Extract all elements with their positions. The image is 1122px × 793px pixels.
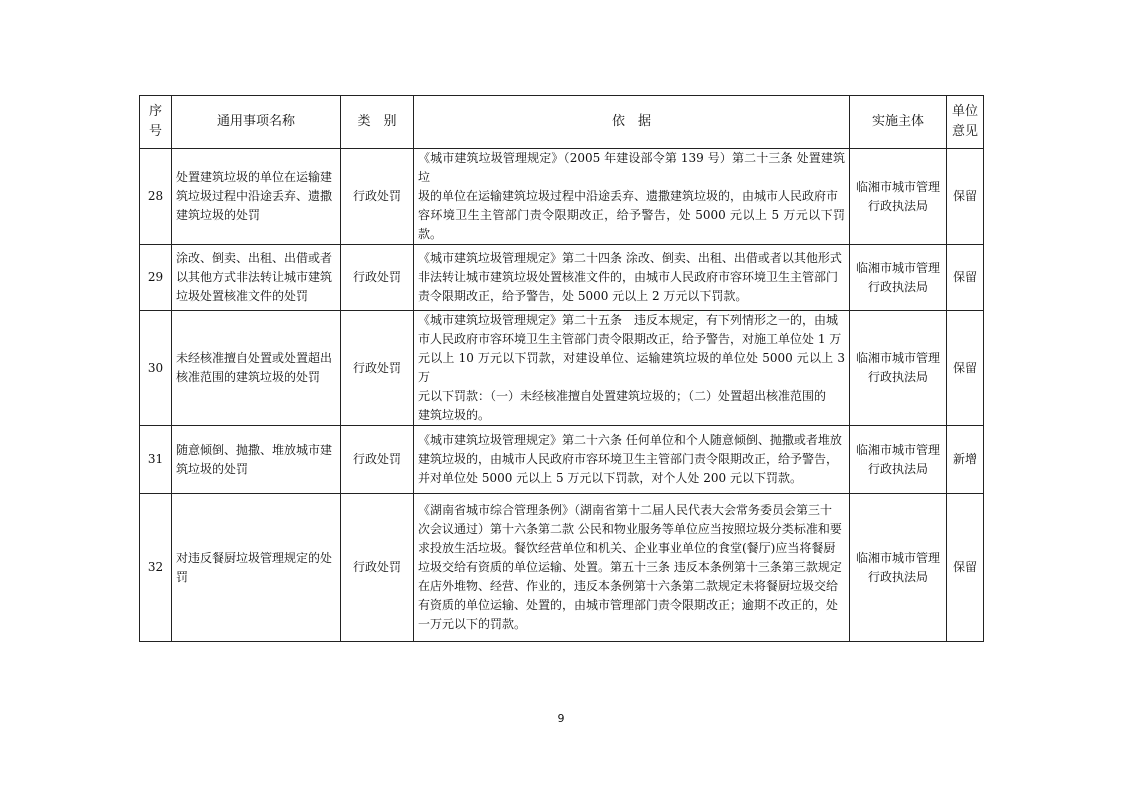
- row-basis: 《城市建筑垃圾管理规定》（2005 年建设部令第 139 号）第二十三条 处置建筑垃 圾的单位在运输建筑垃圾过程中沿途丢弃、遗撒建筑垃圾的，由城市人民政府市 容环境卫生主管部门责令限期改正，给予警告，处 5000 元以上 5 万元以下罚款。: [414, 149, 850, 245]
- row-basis: 《城市建筑垃圾管理规定》第二十五条 违反本规定，有下列情形之一的，由城 市人民政府市容环境卫生主管部门责令限期改正，给予警告，对施工单位处 1 万 元以上 10 万元以下罚款，对建设单位、运输建筑垃圾的单位处 5000 元以上 3 万 元以下罚款：（一）未经核准擅自处置建筑垃圾的；（二）处置超出核准范围的 建筑垃圾的。: [414, 311, 850, 426]
- row-item-name: 处置建筑垃圾的单位在运输建 筑垃圾过程中沿途丢弃、遗撒 建筑垃圾的处罚: [172, 149, 341, 245]
- header-item-name: 通用事项名称: [172, 96, 341, 149]
- row-item-name: 随意倾倒、抛撒、堆放城市建 筑垃圾的处罚: [172, 426, 341, 494]
- row-unit-opinion: 保留: [947, 311, 984, 426]
- table-row: [140, 426, 984, 494]
- row-number: 32: [140, 494, 172, 642]
- row-implementing-entity: 临湘市城市管理 行政执法局: [850, 149, 947, 245]
- table-row: [140, 311, 984, 426]
- row-category: 行政处罚: [341, 311, 414, 426]
- row-unit-opinion: 保留: [947, 494, 984, 642]
- table-row: [140, 149, 984, 245]
- row-category: 行政处罚: [341, 494, 414, 642]
- row-basis: 《湖南省城市综合管理条例》（湖南省第十二届人民代表大会常务委员会第三十 次会议通过）第十六条第二款 公民和物业服务等单位应当按照垃圾分类标准和要 求投放生活垃圾。餐饮经营单位和机关、企业事业单位的食堂(餐厅)应当将餐厨 垃圾交给有资质的单位运输、处置。第五十三条 违反本条例第十三条第三款规定 在店外堆物、经营、作业的，违反本条例第十六条第二款规定未将餐厨垃圾交给 有资质的单位运输、处置的，由城市管理部门责令限期改正；逾期不改正的，处 一万元以下的罚款。: [414, 494, 850, 642]
- row-implementing-entity: 临湘市城市管理 行政执法局: [850, 494, 947, 642]
- row-implementing-entity: 临湘市城市管理 行政执法局: [850, 245, 947, 311]
- row-basis: 《城市建筑垃圾管理规定》第二十四条 涂改、倒卖、出租、出借或者以其他形式 非法转让城市建筑垃圾处置核准文件的，由城市人民政府市容环境卫生主管部门 责令限期改正，给予警告，处 5000 元以上 2 万元以下罚款。: [414, 245, 850, 311]
- page-number: 9: [557, 712, 565, 725]
- row-number: 30: [140, 311, 172, 426]
- table-header-row: [140, 96, 984, 149]
- header-basis: 依 据: [414, 96, 850, 149]
- enforcement-items-table: [139, 95, 984, 642]
- row-implementing-entity: 临湘市城市管理 行政执法局: [850, 426, 947, 494]
- row-category: 行政处罚: [341, 426, 414, 494]
- row-item-name: 涂改、倒卖、出租、出借或者 以其他方式非法转让城市建筑 垃圾处置核准文件的处罚: [172, 245, 341, 311]
- row-item-name: 未经核准擅自处置或处置超出 核准范围的建筑垃圾的处罚: [172, 311, 341, 426]
- row-category: 行政处罚: [341, 245, 414, 311]
- row-basis: 《城市建筑垃圾管理规定》第二十六条 任何单位和个人随意倾倒、抛撒或者堆放 建筑垃圾的，由城市人民政府市容环境卫生主管部门责令限期改正，给予警告， 并对单位处 5000 元以上 5 万元以下罚款，对个人处 200 元以下罚款。: [414, 426, 850, 494]
- row-number: 31: [140, 426, 172, 494]
- row-number: 28: [140, 149, 172, 245]
- row-number: 29: [140, 245, 172, 311]
- row-unit-opinion: 保留: [947, 245, 984, 311]
- table-row: [140, 494, 984, 642]
- header-unit-opinion: 单位 意见: [947, 96, 984, 149]
- row-category: 行政处罚: [341, 149, 414, 245]
- table-row: [140, 245, 984, 311]
- row-unit-opinion: 新增: [947, 426, 984, 494]
- row-item-name: 对违反餐厨垃圾管理规定的处 罚: [172, 494, 341, 642]
- row-implementing-entity: 临湘市城市管理 行政执法局: [850, 311, 947, 426]
- header-category: 类 别: [341, 96, 414, 149]
- header-implementing-entity: 实施主体: [850, 96, 947, 149]
- header-serial-number: 序 号: [140, 96, 172, 149]
- row-unit-opinion: 保留: [947, 149, 984, 245]
